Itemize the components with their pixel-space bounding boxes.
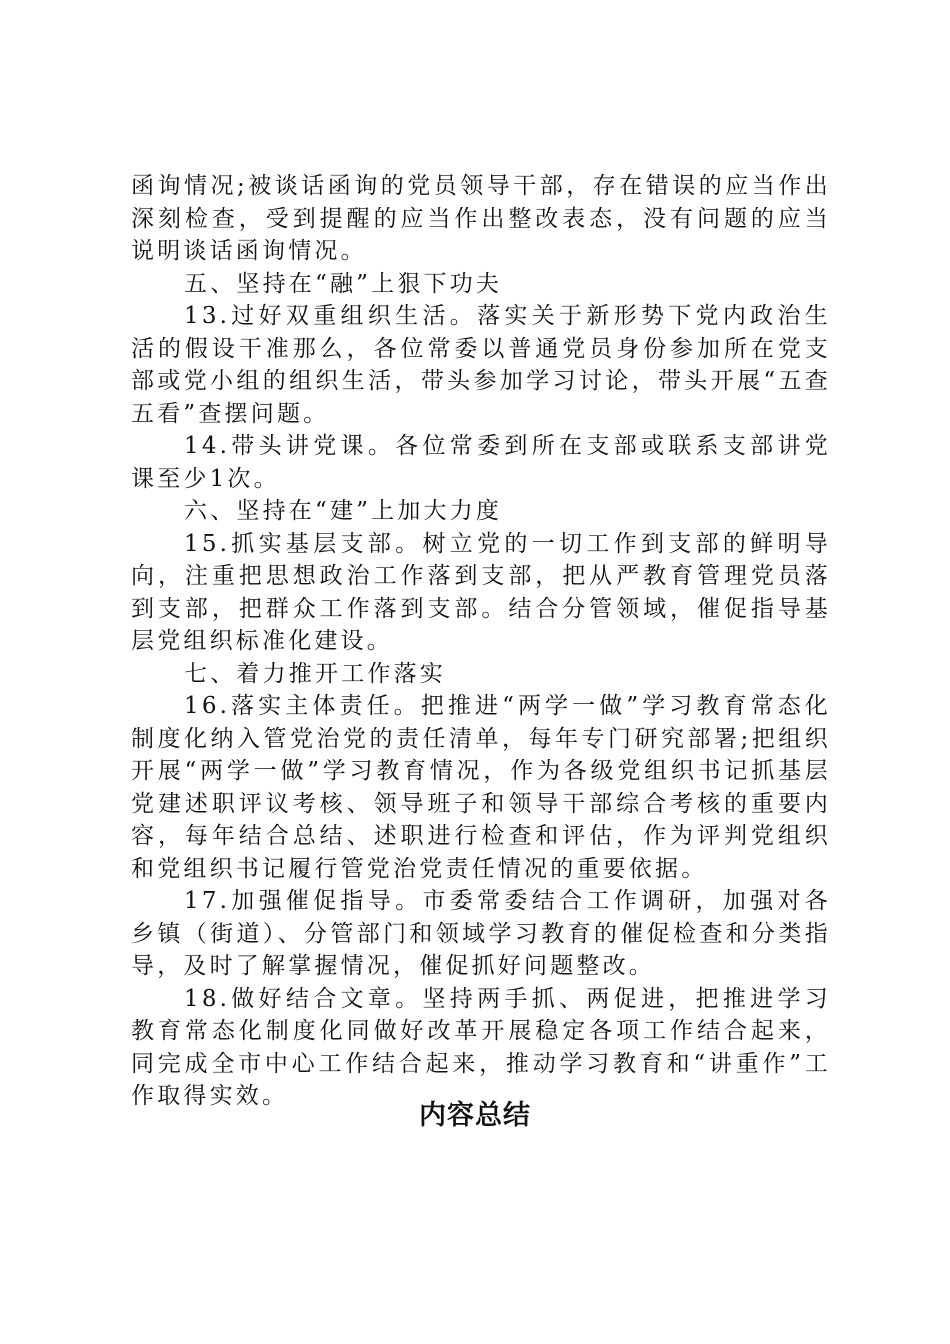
paragraph-item-16: 16.落实主体责任。把推进“两学一做”学习教育常态化制度化纳入管党治党的责任清单，每年专门研究部署;把组织开展“两学一做”学习教育情况，作为各级党组织书记抓基层党建述职评议考核、领导班子和领导干部综合考核的重要内容，每年结合总结、述职进行检查和评估，作为评判党组织和党组织书记履行管党治党责任情况的重要依据。 [131, 693, 831, 882]
document-body [131, 170, 831, 1113]
paragraph-item-15: 15.抓实基层支部。树立党的一切工作到支部的鲜明导向，注重把思想政治工作落到支部，把从严教育管理党员落到支部，把群众工作落到支部。结合分管领域，催促指导基层党组织标准化建设。 [131, 530, 831, 654]
paragraph-item-14: 14.带头讲党课。各位常委到所在支部或联系支部讲党课至少1次。 [131, 433, 831, 492]
section-heading-6: 六、坚持在“建”上加大力度 [184, 498, 503, 524]
paragraph-item-13: 13.过好双重组织生活。落实关于新形势下党内政治生活的假设干准那么，各位常委以普通党员身份参加所在党支部或党小组的组织生活，带头参加学习讨论，带头开展“五查五看”查摆问题。 [131, 303, 831, 427]
paragraph-item-17: 17.加强催促指导。市委常委结合工作调研，加强对各乡镇（街道）、分管部门和领域学习教育的催促检查和分类指导，及时了解掌握情况，催促抓好问题整改。 [131, 888, 831, 979]
paragraph-item-18: 18.做好结合文章。坚持两手抓、两促进，把推进学习教育常态化制度化同做好改革开展稳定各项工作结合起来，同完成全市中心工作结合起来，推动学习教育和“讲重作”工作取得实效。 [131, 985, 831, 1109]
summary-heading: 内容总结 [419, 1100, 531, 1131]
section-heading-5: 五、坚持在“融”上狠下功夫 [184, 270, 503, 297]
section-heading-7: 七、着力推开工作落实 [184, 660, 446, 687]
paragraph-continuation: 函询情况;被谈话函询的党员领导干部，存在错误的应当作出深刻检查，受到提醒的应当作出整改表态，没有问题的应当说明谈话函询情况。 [131, 173, 831, 264]
